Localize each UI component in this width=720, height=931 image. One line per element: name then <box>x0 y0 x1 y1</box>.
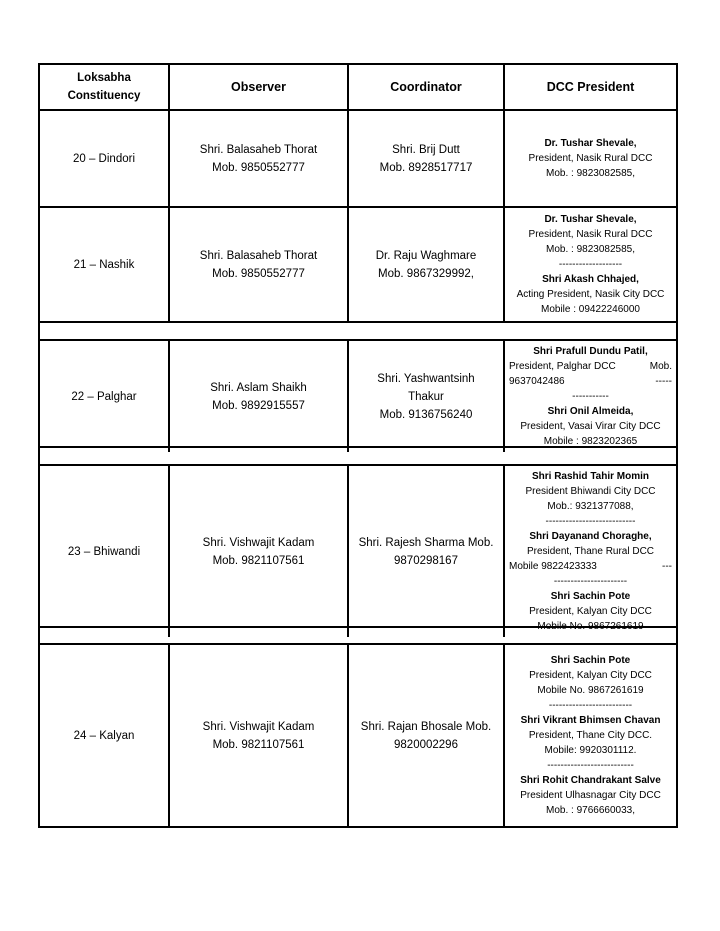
dcc-line: President, Nasik Rural DCC <box>528 229 653 240</box>
header-dcc-president: DCC President <box>546 79 635 94</box>
observer-cell <box>170 341 349 452</box>
dcc-line: Shri Rashid Tahir Momin <box>531 471 650 482</box>
dcc-president-cell <box>505 208 676 321</box>
dcc-line: President, Kalyan City DCC <box>529 670 652 681</box>
constituency-label: 23 – Bhiwandi <box>67 545 141 558</box>
constituency-cell <box>40 111 170 206</box>
observer-line: Mob. 9821107561 <box>212 554 305 567</box>
coordinator-cell <box>349 341 505 452</box>
dcc-line: Shri Sachin Pote <box>550 591 631 602</box>
constituency-cell <box>40 208 170 321</box>
dcc-line: President Bhiwandi City DCC <box>525 486 656 497</box>
dcc-line <box>509 559 672 574</box>
dcc-president-cell <box>505 111 676 206</box>
dcc-line: Mobile: 9920301112. <box>544 745 637 756</box>
constituency-cell <box>40 341 170 452</box>
dcc-line: Shri Sachin Pote <box>550 655 631 666</box>
constituency-label: 24 – Kalyan <box>73 729 135 742</box>
coordinator-line: Thakur <box>408 390 444 403</box>
coordinator-line: Mob. 9867329992, <box>378 267 474 280</box>
dcc-line: ------------------- <box>558 259 623 270</box>
observer-cell <box>170 111 349 206</box>
dcc-line-left: 9637042486 <box>509 376 565 387</box>
dcc-president-cell <box>505 645 676 826</box>
table-body <box>40 109 676 826</box>
coordinator-line: Mob. 9136756240 <box>379 408 473 421</box>
dcc-line: Shri Onil Almeida, <box>547 406 634 417</box>
dcc-line: Shri Rohit Chandrakant Salve <box>520 775 661 786</box>
dcc-line: ----------- <box>572 391 609 402</box>
coordinator-line: Shri. Yashwantsinh <box>377 372 475 385</box>
observer-line: Mob. 9850552777 <box>212 267 305 280</box>
constituency-contacts-table <box>38 63 678 828</box>
observer-line: Mob. 9850552777 <box>212 161 305 174</box>
constituency-label: 22 – Palghar <box>71 390 137 403</box>
dcc-president-cell <box>505 466 676 637</box>
dcc-line: President, Vasai Virar City DCC <box>520 421 661 432</box>
observer-line: Mob. 9821107561 <box>212 738 305 751</box>
header-coordinator: Coordinator <box>349 65 505 109</box>
dcc-line <box>509 359 672 374</box>
dcc-line: Shri Prafull Dundu Patil, <box>533 346 648 357</box>
table-row <box>40 339 676 446</box>
dcc-line: Dr. Tushar Shevale, <box>544 214 637 225</box>
dcc-line: Mobile : 09422246000 <box>541 304 640 315</box>
dcc-line: Mobile No. 9867261619 <box>537 621 644 632</box>
dcc-line-left: Mobile 9822423333 <box>509 561 597 572</box>
coordinator-cell <box>349 466 505 637</box>
constituency-cell <box>40 466 170 637</box>
table-row <box>40 109 676 206</box>
dcc-line: President, Kalyan City DCC <box>529 606 652 617</box>
separator-row <box>40 321 676 339</box>
table-row <box>40 206 676 321</box>
header-loksabha-constituency: Loksabha Constituency <box>40 65 170 109</box>
dcc-line: Mobile No. 9867261619 <box>537 685 644 696</box>
coordinator-line: 9870298167 <box>394 554 458 567</box>
observer-cell <box>170 466 349 637</box>
dcc-line-left: President, Palghar DCC <box>509 361 616 372</box>
dcc-line-right: Mob. <box>649 361 672 372</box>
table-header-row <box>40 65 676 109</box>
observer-cell <box>170 645 349 826</box>
constituency-cell <box>40 645 170 826</box>
dcc-line-right: --- <box>662 561 672 572</box>
header-observer: Observer <box>170 65 349 109</box>
dcc-line: -------------------------- <box>547 760 634 771</box>
coordinator-line: Shri. Brij Dutt <box>392 143 460 156</box>
dcc-line: Shri Dayanand Choraghe, <box>529 531 652 542</box>
observer-line: Mob. 9892915557 <box>212 399 305 412</box>
dcc-line: Mob. : 9823082585, <box>546 244 635 255</box>
dcc-line: President, Thane Rural DCC <box>526 546 655 557</box>
constituency-label: 20 – Dindori <box>72 152 135 165</box>
dcc-line: Shri Akash Chhajed, <box>542 274 639 285</box>
dcc-line: Mob. : 9823082585, <box>546 168 635 179</box>
dcc-line: Mobile : 9823202365 <box>543 436 638 447</box>
dcc-line: ---------------------- <box>553 576 628 587</box>
observer-line: Shri. Balasaheb Thorat <box>199 143 318 156</box>
dcc-president-cell <box>505 341 676 452</box>
coordinator-line: Mob. 8928517717 <box>379 161 473 174</box>
dcc-line: --------------------------- <box>545 516 636 527</box>
dcc-line: ------------------------- <box>548 700 633 711</box>
coordinator-cell <box>349 111 505 206</box>
table-row <box>40 464 676 632</box>
observer-cell <box>170 208 349 321</box>
coordinator-cell <box>349 645 505 826</box>
coordinator-line: Shri. Rajesh Sharma Mob. <box>358 536 494 549</box>
coordinator-line: 9820002296 <box>394 738 458 751</box>
dcc-line: Dr. Tushar Shevale, <box>544 138 637 149</box>
dcc-line: Mob.: 9321377088, <box>547 501 634 512</box>
observer-line: Shri. Balasaheb Thorat <box>199 249 318 262</box>
observer-line: Shri. Vishwajit Kadam <box>202 720 315 733</box>
dcc-line: President Ulhasnagar City DCC <box>520 790 661 801</box>
observer-line: Shri. Aslam Shaikh <box>210 381 307 394</box>
coordinator-line: Shri. Rajan Bhosale Mob. <box>360 720 492 733</box>
dcc-line: President, Thane City DCC. <box>528 730 653 741</box>
coordinator-cell <box>349 208 505 321</box>
dcc-line <box>509 374 672 389</box>
dcc-line: Mob. : 9766660033, <box>546 805 635 816</box>
dcc-line: Shri Vikrant Bhimsen Chavan <box>520 715 661 726</box>
coordinator-line: Dr. Raju Waghmare <box>375 249 477 262</box>
dcc-line-right: ----- <box>655 376 672 387</box>
observer-line: Shri. Vishwajit Kadam <box>202 536 315 549</box>
dcc-line: President, Nasik Rural DCC <box>528 153 653 164</box>
dcc-line: Acting President, Nasik City DCC <box>516 289 665 300</box>
constituency-label: 21 – Nashik <box>73 258 135 271</box>
table-row <box>40 643 676 826</box>
